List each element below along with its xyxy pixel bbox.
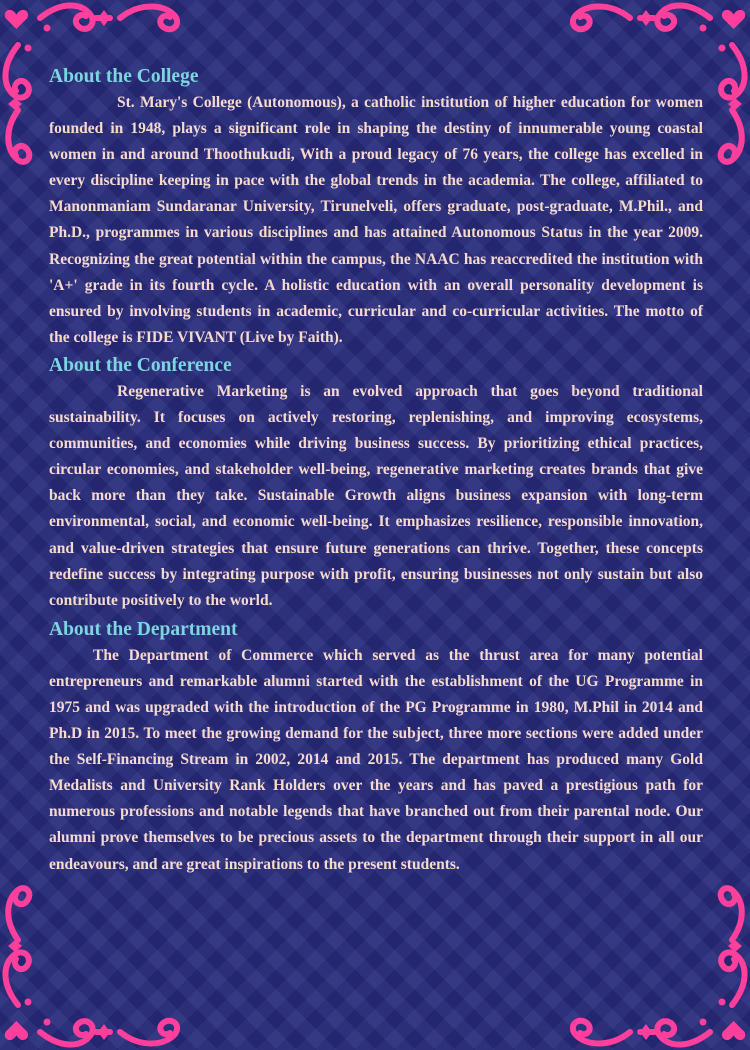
heading-about-conference: About the Conference bbox=[49, 354, 232, 376]
paragraph-about-conference: Regenerative Marketing is an evolved approach that goes beyond traditional sustainability. It focuses on actively restoring, replenishing, and improving ecosystems, communities, and economies while driving business success. By prioritizing ethical practices, circular economies, and stakeholder well-being, regenerative marketing creates brands that give back more than they take. Sustainable Growth aligns business expansion with long-term environmental, social, and economic well-being. It emphasizes resilience, responsible innovation, and value-driven strategies that ensure future generations can thrive. Together, these concepts redefine success by integrating purpose with profit, ensuring businesses not only sustain but also contribute positively to the world. bbox=[49, 382, 703, 609]
corner-flourish-icon bbox=[550, 850, 750, 1050]
heading-about-department: About the Department bbox=[49, 618, 238, 640]
section-about-department bbox=[49, 617, 703, 878]
section-about-college bbox=[49, 64, 703, 351]
document-content bbox=[49, 64, 703, 878]
heading-about-college: About the College bbox=[49, 66, 199, 87]
paragraph-about-department: The Department of Commerce which served as the thrust area for many potential entrepreneurs and remarkable alumni started with the establishment of the UG Programme in 1975 and was upgraded with the introduction of the PG Programme in 1980, M.Phil in 2014 and Ph.D in 2015. To meet the growing demand for the subject, three more sections were added under the Self-Financing Stream in 2002, 2014 and 2015. The department has produced many Gold Medalists and University Rank Holders over the years and has paved a prestigious path for numerous professions and notable legends that have branched out from their parental node. Our alumni prove themselves to be precious assets to the department through their support in all our endeavours, and are great inspirations to the present students. bbox=[49, 646, 703, 873]
paragraph-about-college: St. Mary's College (Autonomous), a catholic institution of higher education for women founded in 1948, plays a significant role in shaping the destiny of innumerable young coastal women in and around Thoothukudi, With a proud legacy of 76 years, the college has excelled in every discipline keeping in pace with the global trends in the academia. The college, affiliated to Manonmaniam Sundaranar University, Tirunelveli, offers graduate, post-graduate, M.Phil., and Ph.D., programmes in various disciplines and has attained Autonomous Status in the year 2009. Recognizing the great potential within the campus, the NAAC has reaccredited the institution with 'A+' grade in its fourth cycle. A holistic education with an overall personality development is ensured by involving students in academic, curricular and co-curricular activities. The motto of the college is FIDE VIVANT (Live by Faith). bbox=[49, 94, 703, 346]
corner-flourish-icon bbox=[0, 850, 200, 1050]
section-about-conference bbox=[49, 353, 703, 614]
